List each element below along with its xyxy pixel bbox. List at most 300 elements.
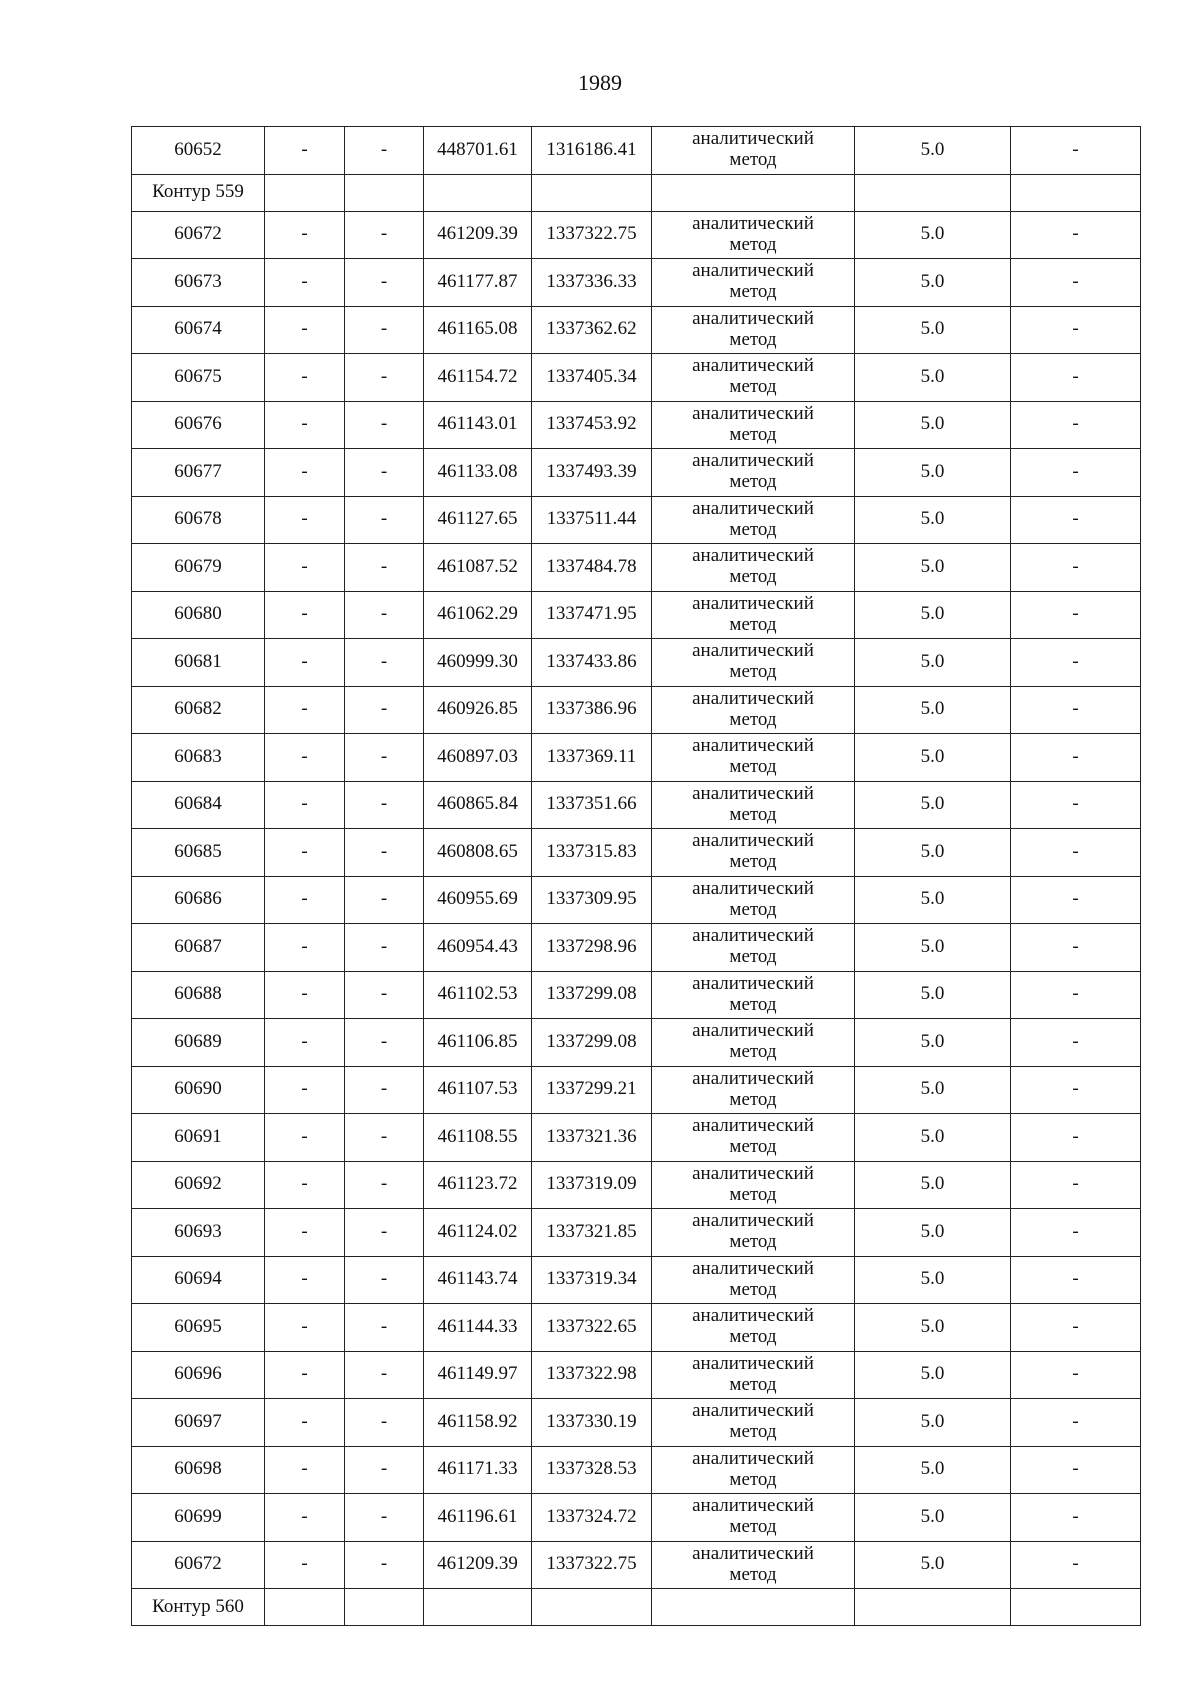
table-row	[132, 924, 1141, 972]
method-text: метод	[729, 1326, 777, 1348]
accuracy-cell: 5.0	[855, 1446, 1011, 1494]
point-id-cell: 60673	[132, 259, 265, 307]
table-row	[132, 1351, 1141, 1399]
dash-cell: -	[345, 1161, 424, 1209]
y-coordinate-cell: 1337471.95	[532, 591, 652, 639]
dash-cell: -	[1011, 449, 1141, 497]
dash-cell: -	[1011, 1541, 1141, 1589]
dash-cell: -	[1011, 211, 1141, 259]
dash-cell: -	[265, 1446, 345, 1494]
y-coordinate-cell: 1337319.09	[532, 1161, 652, 1209]
x-coordinate-cell: 461123.72	[424, 1161, 532, 1209]
dash-cell: -	[1011, 924, 1141, 972]
point-id-cell: 60687	[132, 924, 265, 972]
method-text: аналитический	[692, 128, 814, 150]
table-row	[132, 829, 1141, 877]
table-row	[132, 1066, 1141, 1114]
method-text: аналитический	[692, 830, 814, 852]
y-coordinate-cell: 1337322.98	[532, 1351, 652, 1399]
method-text: аналитический	[692, 545, 814, 567]
accuracy-cell: 5.0	[855, 971, 1011, 1019]
dash-cell: -	[345, 781, 424, 829]
method-cell	[652, 781, 855, 829]
table-row	[132, 734, 1141, 782]
accuracy-cell: 5.0	[855, 306, 1011, 354]
accuracy-cell: 5.0	[855, 639, 1011, 687]
accuracy-cell: 5.0	[855, 1161, 1011, 1209]
point-id-cell: 60697	[132, 1399, 265, 1447]
table-row	[132, 1304, 1141, 1352]
table-row	[132, 591, 1141, 639]
point-id-cell: 60689	[132, 1019, 265, 1067]
x-coordinate-cell: 461165.08	[424, 306, 532, 354]
point-id-cell: 60693	[132, 1209, 265, 1257]
method-text: метод	[729, 1231, 777, 1253]
dash-cell: -	[265, 259, 345, 307]
method-cell	[652, 1209, 855, 1257]
table-row	[132, 639, 1141, 687]
y-coordinate-cell: 1337299.08	[532, 971, 652, 1019]
point-id-cell: 60674	[132, 306, 265, 354]
dash-cell: -	[345, 544, 424, 592]
contour-row	[132, 174, 1141, 211]
table-row	[132, 127, 1141, 175]
dash-cell: -	[265, 401, 345, 449]
dash-cell: -	[265, 686, 345, 734]
method-text: метод	[729, 946, 777, 968]
method-cell	[652, 1446, 855, 1494]
method-cell	[652, 211, 855, 259]
x-coordinate-cell: 461171.33	[424, 1446, 532, 1494]
method-text: метод	[729, 1421, 777, 1443]
method-cell	[652, 1304, 855, 1352]
x-coordinate-cell: 461108.55	[424, 1114, 532, 1162]
accuracy-cell: 5.0	[855, 496, 1011, 544]
point-id-cell: 60652	[132, 127, 265, 175]
method-text: метод	[729, 1563, 777, 1585]
method-text: аналитический	[692, 877, 814, 899]
method-text: аналитический	[692, 307, 814, 329]
method-text: метод	[729, 708, 777, 730]
method-text: аналитический	[692, 592, 814, 614]
method-text: аналитический	[692, 640, 814, 662]
dash-cell: -	[345, 449, 424, 497]
empty-cell	[652, 1589, 855, 1626]
dash-cell: -	[345, 1066, 424, 1114]
y-coordinate-cell: 1337319.34	[532, 1256, 652, 1304]
method-text: метод	[729, 1183, 777, 1205]
method-cell	[652, 544, 855, 592]
dash-cell: -	[345, 496, 424, 544]
method-cell	[652, 1256, 855, 1304]
accuracy-cell: 5.0	[855, 686, 1011, 734]
method-cell	[652, 1114, 855, 1162]
x-coordinate-cell: 461196.61	[424, 1494, 532, 1542]
x-coordinate-cell: 460954.43	[424, 924, 532, 972]
method-cell	[652, 1161, 855, 1209]
y-coordinate-cell: 1337330.19	[532, 1399, 652, 1447]
empty-cell	[1011, 174, 1141, 211]
accuracy-cell: 5.0	[855, 1541, 1011, 1589]
point-id-cell: 60677	[132, 449, 265, 497]
method-cell	[652, 591, 855, 639]
method-text: аналитический	[692, 1305, 814, 1327]
table-row	[132, 306, 1141, 354]
dash-cell: -	[265, 1209, 345, 1257]
table-row	[132, 1256, 1141, 1304]
dash-cell: -	[1011, 1446, 1141, 1494]
y-coordinate-cell: 1337453.92	[532, 401, 652, 449]
accuracy-cell: 5.0	[855, 1209, 1011, 1257]
accuracy-cell: 5.0	[855, 1494, 1011, 1542]
method-text: аналитический	[692, 1542, 814, 1564]
dash-cell: -	[265, 1114, 345, 1162]
y-coordinate-cell: 1337405.34	[532, 354, 652, 402]
dash-cell: -	[1011, 1399, 1141, 1447]
accuracy-cell: 5.0	[855, 1066, 1011, 1114]
y-coordinate-cell: 1337511.44	[532, 496, 652, 544]
method-text: аналитический	[692, 687, 814, 709]
method-text: метод	[729, 566, 777, 588]
accuracy-cell: 5.0	[855, 924, 1011, 972]
method-text: метод	[729, 1278, 777, 1300]
method-text: аналитический	[692, 1495, 814, 1517]
dash-cell: -	[345, 924, 424, 972]
y-coordinate-cell: 1337369.11	[532, 734, 652, 782]
dash-cell: -	[265, 211, 345, 259]
point-id-cell: 60682	[132, 686, 265, 734]
coordinates-table	[131, 126, 1141, 1626]
table-row	[132, 1209, 1141, 1257]
dash-cell: -	[1011, 829, 1141, 877]
x-coordinate-cell: 460926.85	[424, 686, 532, 734]
dash-cell: -	[345, 1399, 424, 1447]
x-coordinate-cell: 448701.61	[424, 127, 532, 175]
point-id-cell: 60684	[132, 781, 265, 829]
point-id-cell: 60685	[132, 829, 265, 877]
accuracy-cell: 5.0	[855, 591, 1011, 639]
method-text: метод	[729, 281, 777, 303]
point-id-cell: 60678	[132, 496, 265, 544]
point-id-cell: 60672	[132, 1541, 265, 1589]
dash-cell: -	[345, 354, 424, 402]
empty-cell	[855, 174, 1011, 211]
point-id-cell: 60692	[132, 1161, 265, 1209]
method-cell	[652, 1541, 855, 1589]
method-text: аналитический	[692, 735, 814, 757]
method-cell	[652, 1019, 855, 1067]
dash-cell: -	[265, 1399, 345, 1447]
table-row	[132, 401, 1141, 449]
accuracy-cell: 5.0	[855, 1304, 1011, 1352]
x-coordinate-cell: 461062.29	[424, 591, 532, 639]
dash-cell: -	[1011, 591, 1141, 639]
x-coordinate-cell: 461107.53	[424, 1066, 532, 1114]
dash-cell: -	[265, 1494, 345, 1542]
empty-cell	[265, 1589, 345, 1626]
method-text: метод	[729, 423, 777, 445]
method-text: аналитический	[692, 972, 814, 994]
dash-cell: -	[265, 544, 345, 592]
y-coordinate-cell: 1337321.36	[532, 1114, 652, 1162]
y-coordinate-cell: 1337362.62	[532, 306, 652, 354]
y-coordinate-cell: 1337299.08	[532, 1019, 652, 1067]
dash-cell: -	[265, 1541, 345, 1589]
table-row	[132, 971, 1141, 1019]
table-body	[132, 127, 1141, 1626]
empty-cell	[424, 1589, 532, 1626]
method-text: метод	[729, 376, 777, 398]
point-id-cell: 60681	[132, 639, 265, 687]
x-coordinate-cell: 460865.84	[424, 781, 532, 829]
dash-cell: -	[265, 1019, 345, 1067]
dash-cell: -	[265, 449, 345, 497]
dash-cell: -	[345, 1019, 424, 1067]
dash-cell: -	[1011, 1256, 1141, 1304]
dash-cell: -	[265, 127, 345, 175]
method-text: аналитический	[692, 402, 814, 424]
dash-cell: -	[1011, 1019, 1141, 1067]
dash-cell: -	[265, 639, 345, 687]
x-coordinate-cell: 461143.74	[424, 1256, 532, 1304]
table-row	[132, 1114, 1141, 1162]
dash-cell: -	[345, 876, 424, 924]
dash-cell: -	[1011, 1304, 1141, 1352]
dash-cell: -	[265, 1066, 345, 1114]
x-coordinate-cell: 461149.97	[424, 1351, 532, 1399]
dash-cell: -	[345, 1494, 424, 1542]
y-coordinate-cell: 1337324.72	[532, 1494, 652, 1542]
accuracy-cell: 5.0	[855, 1256, 1011, 1304]
accuracy-cell: 5.0	[855, 354, 1011, 402]
method-text: аналитический	[692, 925, 814, 947]
x-coordinate-cell: 461087.52	[424, 544, 532, 592]
x-coordinate-cell: 461177.87	[424, 259, 532, 307]
x-coordinate-cell: 461124.02	[424, 1209, 532, 1257]
dash-cell: -	[265, 876, 345, 924]
method-text: аналитический	[692, 1162, 814, 1184]
method-text: метод	[729, 803, 777, 825]
method-text: метод	[729, 1468, 777, 1490]
dash-cell: -	[1011, 1209, 1141, 1257]
method-text: метод	[729, 756, 777, 778]
dash-cell: -	[265, 1256, 345, 1304]
accuracy-cell: 5.0	[855, 1019, 1011, 1067]
x-coordinate-cell: 461106.85	[424, 1019, 532, 1067]
dash-cell: -	[1011, 1494, 1141, 1542]
method-cell	[652, 734, 855, 782]
dash-cell: -	[345, 259, 424, 307]
method-text: аналитический	[692, 260, 814, 282]
dash-cell: -	[345, 686, 424, 734]
empty-cell	[265, 174, 345, 211]
dash-cell: -	[1011, 354, 1141, 402]
table-row	[132, 496, 1141, 544]
x-coordinate-cell: 460808.65	[424, 829, 532, 877]
method-text: метод	[729, 233, 777, 255]
dash-cell: -	[345, 306, 424, 354]
dash-cell: -	[265, 924, 345, 972]
dash-cell: -	[265, 1161, 345, 1209]
dash-cell: -	[1011, 1351, 1141, 1399]
x-coordinate-cell: 461209.39	[424, 1541, 532, 1589]
dash-cell: -	[345, 127, 424, 175]
accuracy-cell: 5.0	[855, 1351, 1011, 1399]
y-coordinate-cell: 1337309.95	[532, 876, 652, 924]
dash-cell: -	[265, 829, 345, 877]
x-coordinate-cell: 461127.65	[424, 496, 532, 544]
point-id-cell: 60694	[132, 1256, 265, 1304]
method-text: метод	[729, 993, 777, 1015]
accuracy-cell: 5.0	[855, 734, 1011, 782]
point-id-cell: 60686	[132, 876, 265, 924]
y-coordinate-cell: 1337299.21	[532, 1066, 652, 1114]
method-text: метод	[729, 149, 777, 171]
point-id-cell: 60690	[132, 1066, 265, 1114]
dash-cell: -	[1011, 544, 1141, 592]
accuracy-cell: 5.0	[855, 401, 1011, 449]
dash-cell: -	[1011, 876, 1141, 924]
dash-cell: -	[1011, 1114, 1141, 1162]
method-text: аналитический	[692, 355, 814, 377]
accuracy-cell: 5.0	[855, 211, 1011, 259]
dash-cell: -	[265, 1304, 345, 1352]
method-cell	[652, 259, 855, 307]
method-text: метод	[729, 1516, 777, 1538]
method-text: метод	[729, 1136, 777, 1158]
table-row	[132, 449, 1141, 497]
method-text: метод	[729, 661, 777, 683]
method-text: аналитический	[692, 497, 814, 519]
contour-label: Контур 559	[132, 174, 265, 211]
table-row	[132, 686, 1141, 734]
empty-cell	[855, 1589, 1011, 1626]
dash-cell: -	[345, 734, 424, 782]
table-row	[132, 211, 1141, 259]
x-coordinate-cell: 460897.03	[424, 734, 532, 782]
point-id-cell: 60672	[132, 211, 265, 259]
method-cell	[652, 1494, 855, 1542]
x-coordinate-cell: 461158.92	[424, 1399, 532, 1447]
table-row	[132, 876, 1141, 924]
dash-cell: -	[265, 781, 345, 829]
table-row	[132, 1494, 1141, 1542]
dash-cell: -	[345, 1446, 424, 1494]
dash-cell: -	[1011, 686, 1141, 734]
page-number: 1989	[578, 70, 622, 95]
dash-cell: -	[1011, 781, 1141, 829]
empty-cell	[345, 174, 424, 211]
dash-cell: -	[1011, 401, 1141, 449]
point-id-cell: 60683	[132, 734, 265, 782]
method-text: аналитический	[692, 1020, 814, 1042]
y-coordinate-cell: 1316186.41	[532, 127, 652, 175]
dash-cell: -	[1011, 127, 1141, 175]
table-row	[132, 1399, 1141, 1447]
method-text: метод	[729, 1041, 777, 1063]
dash-cell: -	[265, 496, 345, 544]
dash-cell: -	[265, 306, 345, 354]
point-id-cell: 60688	[132, 971, 265, 1019]
table-row	[132, 1161, 1141, 1209]
point-id-cell: 60695	[132, 1304, 265, 1352]
dash-cell: -	[1011, 496, 1141, 544]
y-coordinate-cell: 1337328.53	[532, 1446, 652, 1494]
method-text: аналитический	[692, 1067, 814, 1089]
method-cell	[652, 639, 855, 687]
method-text: метод	[729, 471, 777, 493]
method-cell	[652, 924, 855, 972]
method-text: метод	[729, 1088, 777, 1110]
method-cell	[652, 306, 855, 354]
table-row	[132, 1446, 1141, 1494]
x-coordinate-cell: 461133.08	[424, 449, 532, 497]
dash-cell: -	[265, 971, 345, 1019]
dash-cell: -	[345, 639, 424, 687]
accuracy-cell: 5.0	[855, 781, 1011, 829]
y-coordinate-cell: 1337298.96	[532, 924, 652, 972]
method-cell	[652, 1399, 855, 1447]
y-coordinate-cell: 1337493.39	[532, 449, 652, 497]
method-cell	[652, 971, 855, 1019]
method-text: аналитический	[692, 1352, 814, 1374]
y-coordinate-cell: 1337433.86	[532, 639, 652, 687]
dash-cell: -	[1011, 639, 1141, 687]
dash-cell: -	[345, 591, 424, 639]
contour-label: Контур 560	[132, 1589, 265, 1626]
x-coordinate-cell: 461144.33	[424, 1304, 532, 1352]
method-text: аналитический	[692, 1115, 814, 1137]
method-text: аналитический	[692, 450, 814, 472]
method-text: аналитический	[692, 212, 814, 234]
empty-cell	[652, 174, 855, 211]
x-coordinate-cell: 461209.39	[424, 211, 532, 259]
accuracy-cell: 5.0	[855, 1114, 1011, 1162]
method-cell	[652, 401, 855, 449]
method-text: метод	[729, 518, 777, 540]
method-cell	[652, 1066, 855, 1114]
point-id-cell: 60691	[132, 1114, 265, 1162]
point-id-cell: 60680	[132, 591, 265, 639]
dash-cell: -	[345, 211, 424, 259]
method-cell	[652, 127, 855, 175]
method-cell	[652, 876, 855, 924]
point-id-cell: 60699	[132, 1494, 265, 1542]
accuracy-cell: 5.0	[855, 449, 1011, 497]
y-coordinate-cell: 1337315.83	[532, 829, 652, 877]
accuracy-cell: 5.0	[855, 544, 1011, 592]
dash-cell: -	[1011, 734, 1141, 782]
method-cell	[652, 449, 855, 497]
empty-cell	[1011, 1589, 1141, 1626]
point-id-cell: 60679	[132, 544, 265, 592]
x-coordinate-cell: 460999.30	[424, 639, 532, 687]
method-cell	[652, 354, 855, 402]
table-row	[132, 354, 1141, 402]
point-id-cell: 60696	[132, 1351, 265, 1399]
accuracy-cell: 5.0	[855, 829, 1011, 877]
table-row	[132, 544, 1141, 592]
x-coordinate-cell: 460955.69	[424, 876, 532, 924]
table-row	[132, 781, 1141, 829]
method-text: метод	[729, 1373, 777, 1395]
table-row	[132, 1541, 1141, 1589]
accuracy-cell: 5.0	[855, 1399, 1011, 1447]
dash-cell: -	[345, 1304, 424, 1352]
method-cell	[652, 686, 855, 734]
method-text: аналитический	[692, 1210, 814, 1232]
dash-cell: -	[265, 734, 345, 782]
